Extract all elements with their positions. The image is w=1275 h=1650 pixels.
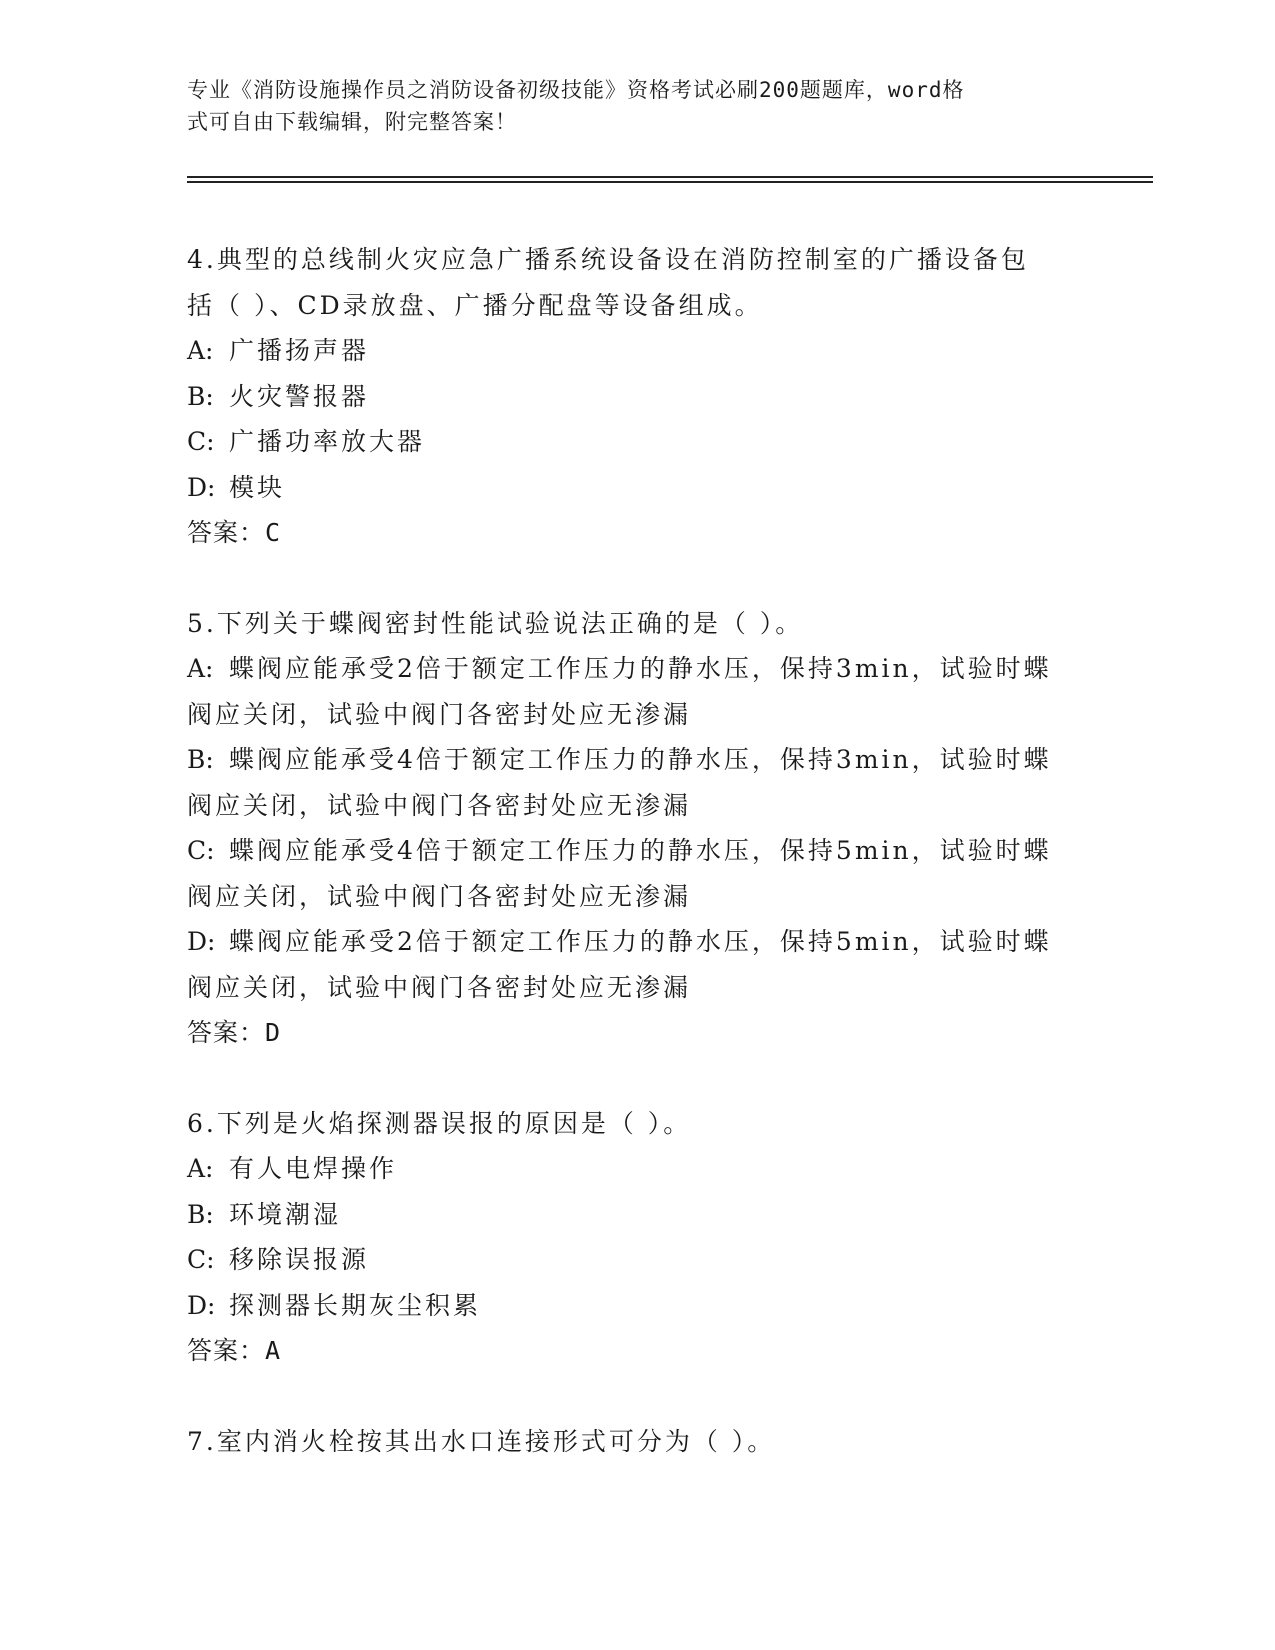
option-text: 蝶阀应能承受4倍于额定工作压力的静水压，保持5min，试验时蝶 xyxy=(229,836,1052,865)
answer-line: 答案：D xyxy=(187,1018,282,1047)
option-label: B: xyxy=(187,381,214,411)
option-d xyxy=(187,465,1087,511)
question-stem-line: 5.下列关于蝶阀密封性能试验说法正确的是（ ）。 xyxy=(187,608,804,638)
option-c xyxy=(187,1237,1087,1283)
option-a-continuation: 阀应关闭，试验中阀门各密封处应无渗漏 xyxy=(187,699,692,729)
option-c xyxy=(187,419,1087,465)
question-stem-line: 4.典型的总线制火灾应急广播系统设备设在消防控制室的广播设备包 xyxy=(187,245,1029,274)
question-spacer xyxy=(187,1374,1087,1419)
option-text: 蝶阀应能承受4倍于额定工作压力的静水压，保持3min，试验时蝶 xyxy=(229,745,1052,774)
option-text: 广播功率放大器 xyxy=(229,427,426,456)
question-spacer xyxy=(187,556,1087,601)
option-text: 环境潮湿 xyxy=(229,1199,342,1229)
option-a xyxy=(187,646,1087,692)
option-label: C: xyxy=(187,427,215,456)
header-divider-top xyxy=(187,176,1153,178)
question-stem-line: 括（ ）、CD录放盘、广播分配盘等设备组成。 xyxy=(187,290,763,320)
question-stem-line: 6.下列是火焰探测器误报的原因是（ ）。 xyxy=(187,1108,692,1138)
option-text: 模块 xyxy=(229,472,286,502)
option-text: 探测器长期灰尘积累 xyxy=(229,1290,482,1320)
option-b xyxy=(187,374,1087,420)
option-text: 有人电焊操作 xyxy=(229,1154,398,1183)
option-d xyxy=(187,1283,1087,1329)
header-line-2: 式可自由下载编辑，附完整答案！ xyxy=(187,110,517,134)
header-divider-bottom xyxy=(187,181,1153,183)
option-label: A: xyxy=(187,654,214,683)
header-line-1: 专业《消防设施操作员之消防设备初级技能》资格考试必刷200题题库，word格 xyxy=(187,78,965,102)
option-c-continuation: 阀应关闭，试验中阀门各密封处应无渗漏 xyxy=(187,881,692,911)
option-text: 广播扬声器 xyxy=(229,336,370,365)
option-text: 火灾警报器 xyxy=(229,381,370,411)
question-stem-line: 7.室内消火栓按其出水口连接形式可分为（ ）。 xyxy=(187,1426,776,1456)
answer-line: 答案：C xyxy=(187,518,282,547)
option-b xyxy=(187,1192,1087,1238)
document-header xyxy=(187,74,1067,138)
option-label: A: xyxy=(187,336,214,365)
option-b xyxy=(187,737,1087,783)
option-b-continuation: 阀应关闭，试验中阀门各密封处应无渗漏 xyxy=(187,790,692,820)
option-text: 蝶阀应能承受2倍于额定工作压力的静水压，保持3min，试验时蝶 xyxy=(229,654,1052,683)
question-5 xyxy=(187,601,1087,1056)
question-4 xyxy=(187,237,1087,556)
option-label: C: xyxy=(187,1245,215,1274)
question-spacer xyxy=(187,1056,1087,1101)
question-6 xyxy=(187,1101,1087,1374)
option-label: C: xyxy=(187,836,215,865)
option-text: 移除误报源 xyxy=(229,1245,370,1274)
option-a xyxy=(187,1146,1087,1192)
option-a xyxy=(187,328,1087,374)
option-text: 蝶阀应能承受2倍于额定工作压力的静水压，保持5min，试验时蝶 xyxy=(229,927,1052,956)
option-label: B: xyxy=(187,1199,214,1229)
option-d xyxy=(187,919,1087,965)
option-label: D: xyxy=(187,927,216,956)
option-label: D: xyxy=(187,1290,216,1320)
answer-line: 答案：A xyxy=(187,1336,282,1365)
question-7 xyxy=(187,1419,1087,1465)
option-label: B: xyxy=(187,745,214,774)
option-c xyxy=(187,828,1087,874)
option-label: A: xyxy=(187,1154,214,1183)
option-label: D: xyxy=(187,472,216,502)
option-d-continuation: 阀应关闭，试验中阀门各密封处应无渗漏 xyxy=(187,972,692,1002)
question-list xyxy=(187,237,1087,1464)
